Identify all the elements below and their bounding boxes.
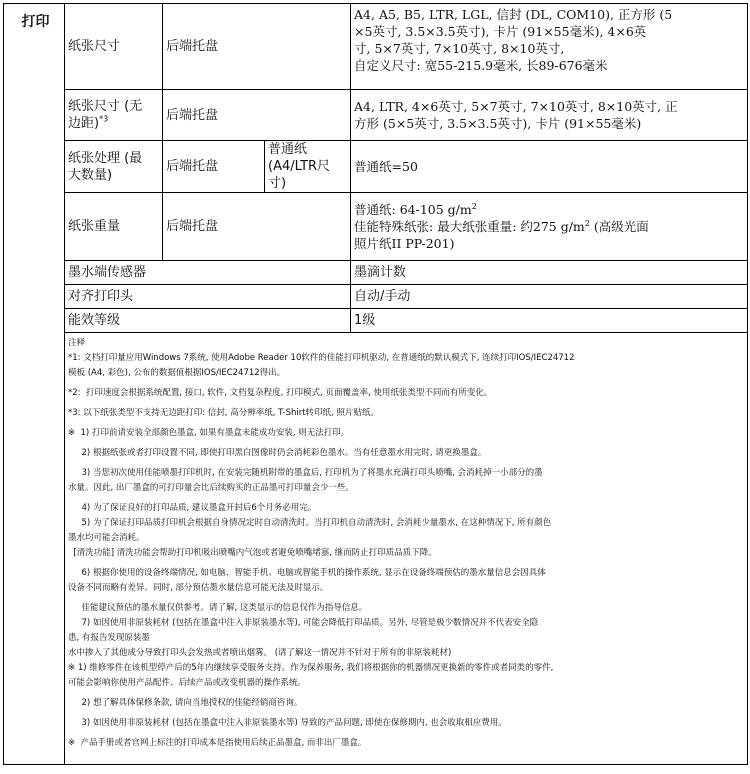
note-line: 4) 为了保证良好的打印品质, 建议墨盒开封后6个月务必用完。 [68,503,317,513]
note-line: 注释 [68,338,86,348]
ink-sensor-label: 墨水端传感器 [65,261,351,285]
capacity-source: 后端托盘 [163,141,265,193]
note-line: [清洗功能] 清洗功能会帮助打印机吸出喷嘴内气泡或者避免喷嘴堵塞, 继而防止打印质品质下降。 [68,548,437,558]
paper-size-source: 后端托盘 [163,4,351,90]
borderless-spec: A4, LTR, 4×6英寸, 5×7英寸, 7×10英寸, 8×10英寸, 正 方形 (5×5英寸, 3.5×3.5英寸), 卡片 (91×55毫米) [351,90,748,141]
section-label: 打印 [4,4,65,765]
efficiency-value: 1级 [351,309,748,333]
note-line: 水中掺入了其他成分导致打印头会发热或者喷出烟雾。 (请了解这一情况并不针对于所有的非原装耗材) [68,648,452,658]
efficiency-label: 能效等级 [65,309,351,333]
note-line: *3: 以下纸张类型不支持无边距打印: 信封, 高分辨率纸, T-Shirt转印纸, 照片贴纸。 [68,408,379,418]
ink-sensor-value: 墨滴计数 [351,261,748,285]
note-line: 3) 如因使用非原装耗材 (包括在墨盒中注入非原装墨水等) 导致的产品问题, 即使在保修期内, 也会收取相应费用。 [68,718,507,728]
weight-spec: 普通纸: 64-105 $g/m^2$ 佳能特殊纸张: 最大纸张重量: 约275 $g/m^2$ (高级光面 照片纸II PP-201) [351,193,748,261]
borderless-source: 后端托盘 [163,90,351,141]
weight-source: 后端托盘 [163,193,351,261]
note-line: *1: 文档打印量应用Windows 7系统, 使用Adobe Reader 10软件的佳能打印机驱动, 在普通纸的默认模式下, 连续打印IOS/IEC24712 [68,353,575,363]
note-line: 佳能建议预估的墨水量仅供参考。请了解, 这类显示的信息仅作为指导信息。 [68,603,368,613]
spec-table [3,3,748,765]
note-line: 6) 根据你使用的设备终端情况, 如电脑、智能手机、电脑或智能手机的操作系统, 显示在设备终端预估的墨水量信息会因具体 [68,568,546,578]
note-line: *2: 打印速度会根据系统配置, 接口, 软件, 文档复杂程度, 打印模式, 页面覆盖率, 使用纸张类型不同而有所变化。 [68,388,493,398]
note-line: 患, 有报告发现原装墨 [68,633,150,643]
note-line: 3) 当您初次使用佳能喷墨打印机时, 在安装完随机附带的墨盒后, 打印机为了将墨水充满打印头喷嘴, 会消耗掉一小部分的墨 [68,468,543,478]
borderless-label: 纸张尺寸 (无 边距)$^{*3}$ [65,90,163,141]
note-line: 5) 为了保证打印品质打印机会根据自身情况定时自动清洗时。当打印机自动清洗时, 会消耗少量墨水, 在这种情况下, 所有颜色 [68,518,552,528]
note-line: 2) 想了解具体保修条款, 请向当地授权的佳能经销商咨询。 [68,698,303,708]
alignment-value: 自动/手动 [351,285,748,309]
capacity-spec: 普通纸=50 [351,141,748,193]
note-line: 模板 (A4, 彩色), 公布的数据值根据IOS/IEC24712得出。 [68,368,286,378]
paper-size-spec: A4, A5, B5, LTR, LGL, 信封 (DL, COM10), 正方形 (5 ×5英寸, 3.5×3.5英寸), 卡片 (91×55毫米), 4×6英 寸, 5×7英寸, 7×10英寸, 8×10英寸, 自定义尺寸: 宽55-215.9毫米, 长89-676毫米 [351,4,748,90]
note-line: 可能会影响你使用产品配件、后续产品或改变机器的操作系统。 [68,678,307,688]
note-line: 7) 如因使用非原装耗材 (包括在墨盒中注入非原装墨水等), 可能会降低打印品质。另外, 尽管是极少数情况并不代表安全隐 [68,618,539,628]
weight-label: 纸张重量 [65,193,163,261]
note-line: ※ 1) 打印前请安装全部颜色墨盒, 如果有墨盒未能成功安装, 则无法打印。 [68,428,350,438]
note-line: ※ 产品手册或者官网上标注的打印成本是指使用后续正品墨盒, 而非出厂墨盒。 [68,738,367,748]
capacity-label: 纸张处理 (最 大数量) [65,141,163,193]
alignment-label: 对齐打印头 [65,285,351,309]
note-line: 设备不同而略有差异。同时, 部分预估墨水量信息可能无法及时显示。 [68,583,329,593]
notes-block [65,333,748,765]
note-line: ※ 1) 维修零件在该机型停产后的5年内继续享受服务支持。作为保养服务, 我们将根据你的机器情况更换新的零件或者同类的零件, [68,663,554,673]
paper-size-label: 纸张尺寸 [65,4,163,90]
capacity-media: 普通纸 (A4/LTR尺 寸) [265,141,351,193]
note-line: 墨水均可能会消耗。 [68,533,145,543]
note-line: 2) 根据纸张或者打印设置不同, 即使打印黑白图像时仍会消耗彩色墨水。当有任意墨水用完时, 请更换墨盒。 [68,448,487,458]
note-line: 水量。因此, 出厂墨盒的可打印量会比后续购买的正品墨可打印量会少一些。 [68,483,354,493]
